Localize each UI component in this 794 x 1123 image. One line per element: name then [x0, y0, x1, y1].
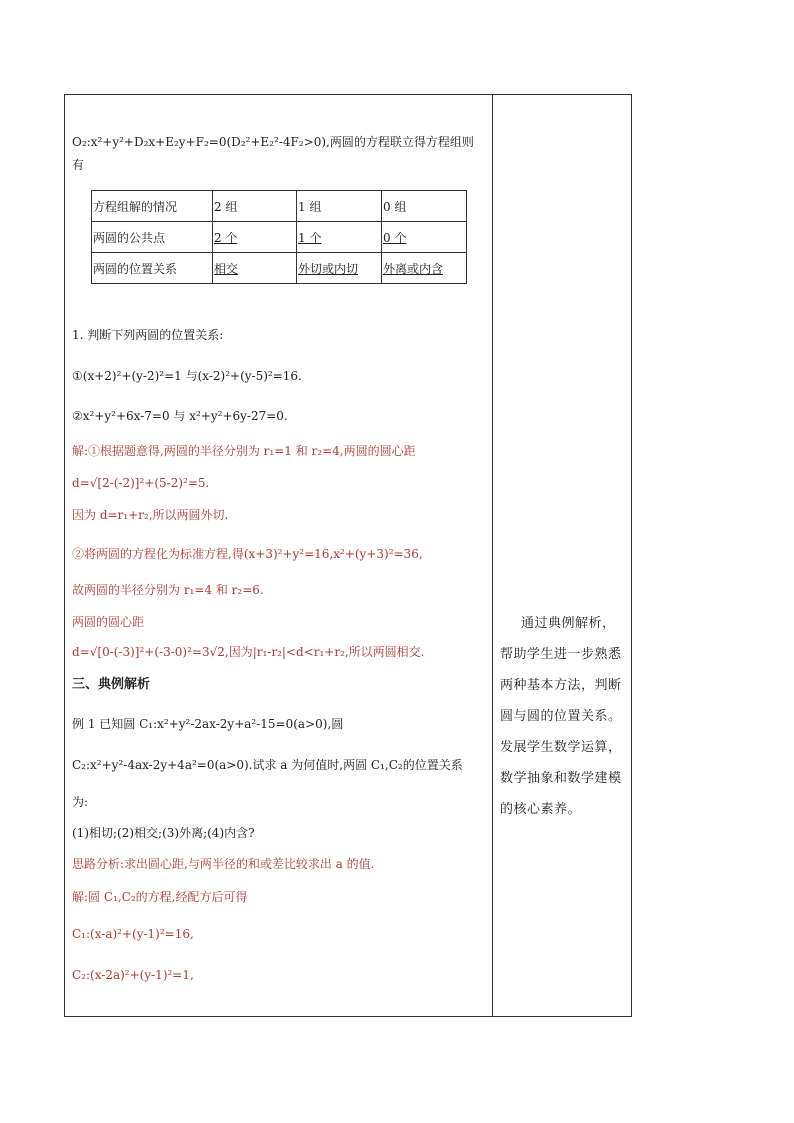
table-cell: 2 个 [213, 222, 297, 253]
exercise-title: 1. 判断下列两圆的位置关系: [72, 328, 224, 342]
exercise-solution-line-2: d=√[2-(-2)]²+(5-2)²=5. [72, 476, 210, 490]
intro-line-1: O₂:x²+y²+D₂x+E₂y+F₂=0(D₂²+E₂²-4F₂>0),两圆的方程联立得方程组则 [72, 135, 474, 149]
table-cell: 2 组 [213, 191, 297, 222]
example-line-3: 为: [72, 795, 89, 809]
teaching-note: 通过典例解析，帮助学生进一步熟悉两种基本方法，判断圆与圆的位置关系。发展学生数学运算，数学抽象和数学建模的核心素养。 [500, 616, 622, 817]
table-cell: 0 个 [382, 222, 467, 253]
solution-count-table [91, 190, 467, 284]
exercise-item-2: ②x²+y²+6x-7=0 与 x²+y²+6y-27=0. [72, 409, 288, 423]
example-line-4: (1)相切;(2)相交;(3)外离;(4)内含? [72, 826, 255, 840]
table-row [92, 191, 467, 222]
table-cell: 方程组解的情况 [92, 191, 213, 222]
table-cell: 1 个 [297, 222, 382, 253]
example-line-1: 例 1 已知圆 C₁:x²+y²-2ax-2y+a²-15=0(a>0),圆 [72, 717, 344, 731]
example-line-2: C₂:x²+y²-4ax-2y+4a²=0(a>0).试求 a 为何值时,两圆 C₁,C₂的位置关系 [72, 758, 463, 772]
table-row [92, 253, 467, 284]
exercise-solution-line-5: 故两圆的半径分别为 r₁=4 和 r₂=6. [72, 583, 264, 597]
exercise-solution-line-3: 因为 d=r₁+r₂,所以两圆外切. [72, 508, 229, 522]
section-heading: 三、典例解析 [72, 677, 151, 692]
table-cell: 外切或内切 [297, 253, 382, 284]
example-solution-line-2: C₁:(x-a)²+(y-1)²=16, [72, 927, 194, 941]
exercise-item-1: ①(x+2)²+(y-2)²=1 与(x-2)²+(y-5)²=16. [72, 369, 302, 383]
table-cell: 1 组 [297, 191, 382, 222]
intro-line-2: 有 [72, 158, 85, 172]
exercise-solution-line-7: d=√[0-(-3)]²+(-3-0)²=3√2,因为|r₁-r₂|<d<r₁+r₂,所以两圆相交. [72, 645, 425, 659]
table-cell: 两圆的位置关系 [92, 253, 213, 284]
column-divider [492, 94, 493, 1017]
example-solution-line-3: C₂:(x-2a)²+(y-1)²=1, [72, 968, 194, 982]
table-cell: 相交 [213, 253, 297, 284]
table-cell: 两圆的公共点 [92, 222, 213, 253]
table-cell: 0 组 [382, 191, 467, 222]
table-cell: 外离或内含 [382, 253, 467, 284]
example-solution-line-1: 解:圆 C₁,C₂的方程,经配方后可得 [72, 890, 248, 904]
exercise-solution-line-4: ②将两圆的方程化为标准方程,得(x+3)²+y²=16,x²+(y+3)²=36, [72, 547, 423, 561]
idea-line: 思路分析:求出圆心距,与两半径的和或差比较求出 a 的值. [72, 857, 375, 871]
exercise-solution-line-6: 两圆的圆心距 [72, 615, 145, 629]
table-row [92, 222, 467, 253]
exercise-solution-line-1: 解:①根据题意得,两圆的半径分别为 r₁=1 和 r₂=4,两圆的圆心距 [72, 444, 416, 458]
